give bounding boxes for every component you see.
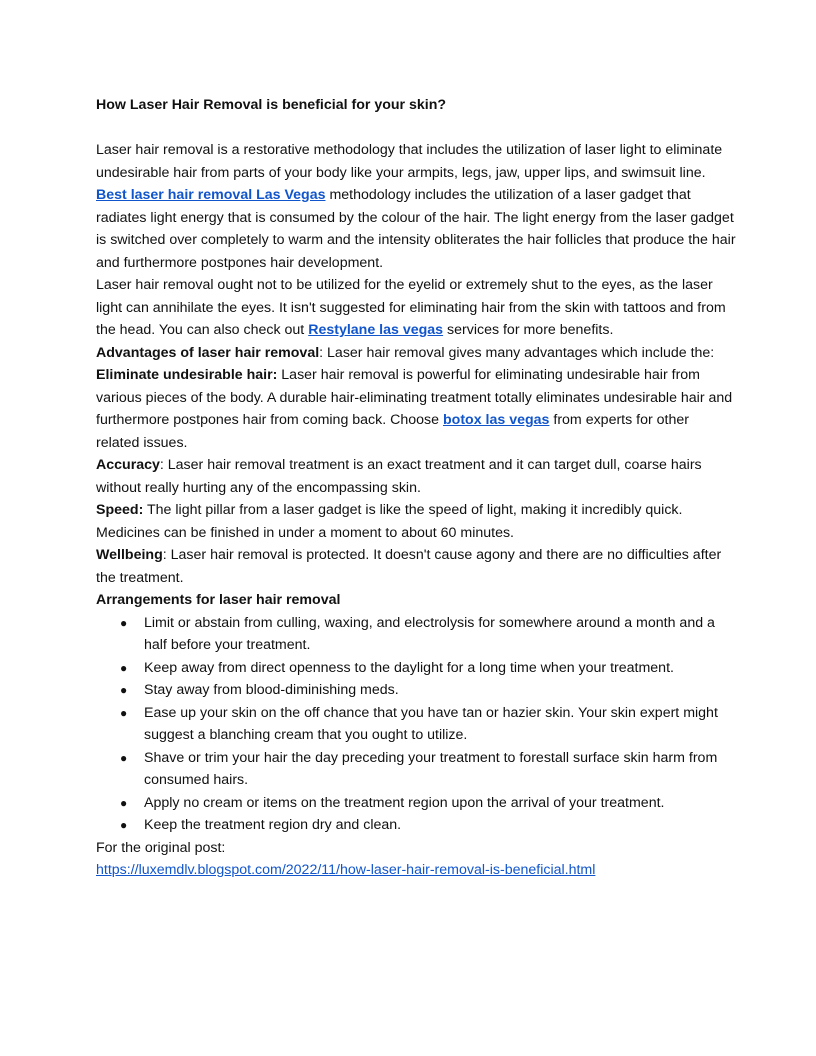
methodology-text: methodology includes the utilization of a laser gadget that radiates light energy that is consumed by the colour of the hair. The light energy from the laser gadget is switched over completely to warm and the intensity obliterates the hair follicles that produce the hair and furthermore postpones hair development. (96, 187, 736, 271)
wellbeing-label: Wellbeing (96, 547, 163, 563)
list-item (96, 814, 736, 837)
accuracy-label: Accuracy (96, 457, 160, 473)
methodology-paragraph (96, 184, 736, 274)
list-item-text: Ease up your skin on the off chance that you have tan or hazier skin. Your skin expert might suggest a blanching cream that you ought to utilize. (144, 704, 718, 743)
speed-text: The light pillar from a laser gadget is like the speed of light, making it incredibly quick. Medicines can be finished in under a moment to about 60 minutes. (96, 502, 683, 541)
list-item (96, 679, 736, 702)
best-laser-hair-removal-link[interactable]: Best laser hair removal Las Vegas (96, 187, 326, 203)
original-post-paragraph (96, 859, 736, 882)
arrangements-heading (96, 589, 736, 612)
list-item-text: Limit or abstain from culling, waxing, and electrolysis for somewhere around a month and a half before your treatment. (144, 614, 715, 653)
list-item (96, 792, 736, 815)
list-item-text: Stay away from blood-diminishing meds. (144, 682, 399, 698)
bullet-icon: ● (120, 705, 128, 720)
original-post-link[interactable]: https://luxemdlv.blogspot.com/2022/11/how-laser-hair-removal-is-beneficial.html (96, 862, 596, 878)
bullet-icon: ● (120, 683, 128, 697)
intro-paragraph: Laser hair removal is a restorative methodology that includes the utilization of laser light to eliminate undesirable hair from parts of your body like your armpits, legs, jaw, upper lips, and swimsuit line. (96, 142, 723, 181)
arrangements-heading-text: Arrangements for laser hair removal (96, 592, 341, 608)
accuracy-text: : Laser hair removal treatment is an exact treatment and it can target dull, coarse hairs without really hurting any of the encompassing skin. (96, 457, 702, 496)
document-page (96, 94, 736, 882)
wellbeing-paragraph (96, 544, 736, 589)
list-item (96, 702, 736, 747)
accuracy-paragraph (96, 454, 736, 499)
list-item (96, 612, 736, 657)
list-item (96, 657, 736, 680)
list-item-text: Apply no cream or items on the treatment region upon the arrival of your treatment. (144, 794, 665, 811)
arrangements-list (96, 612, 736, 837)
caution-tail: services for more benefits. (443, 322, 614, 338)
bullet-icon: ● (120, 818, 128, 832)
wellbeing-text: : Laser hair removal is protected. It doesn't cause agony and there are no difficulties after the treatment. (96, 547, 722, 586)
speed-label: Speed: (96, 502, 144, 518)
restylane-link[interactable]: Restylane las vegas (308, 322, 444, 338)
caution-text: Laser hair removal ought not to be utilized for the eyelid or extremely shut to the eyes, as the laser light can annihilate the eyes. It isn't suggested for eliminating hair from the skin with tattoos and from the head. You can also check out (96, 277, 726, 338)
eliminate-label: Eliminate undesirable hair: (96, 367, 278, 383)
original-post-label: For the original post: (96, 839, 226, 856)
eliminate-tail: from experts for other related issues. (96, 412, 689, 451)
eliminate-text: Laser hair removal is powerful for eliminating undesirable hair from various pieces of the body. A durable hair-eliminating treatment totally eliminates undesirable hair and furthermore postpones hair from coming back. Choose (96, 367, 733, 428)
bullet-icon: ● (120, 795, 128, 810)
list-item-text: Keep away from direct openness to the daylight for a long time when your treatment. (144, 659, 674, 676)
advantages-text: : Laser hair removal gives many advantages which include the: (319, 344, 715, 361)
bullet-icon: ● (120, 615, 128, 630)
list-item (96, 747, 736, 792)
speed-paragraph (96, 499, 736, 544)
caution-paragraph (96, 274, 736, 342)
document-title: How Laser Hair Removal is beneficial for your skin? (96, 97, 447, 113)
list-item-text: Keep the treatment region dry and clean. (144, 817, 402, 833)
botox-link[interactable]: botox las vegas (442, 412, 550, 428)
eliminate-paragraph (96, 364, 736, 454)
list-item-text: Shave or trim your hair the day preceding your treatment to forestall surface skin harm from consumed hairs. (144, 749, 718, 788)
bullet-icon: ● (120, 660, 128, 675)
advantages-label: Advantages of laser hair removal (96, 344, 320, 361)
advantages-paragraph (96, 342, 736, 365)
bullet-icon: ● (120, 750, 128, 765)
